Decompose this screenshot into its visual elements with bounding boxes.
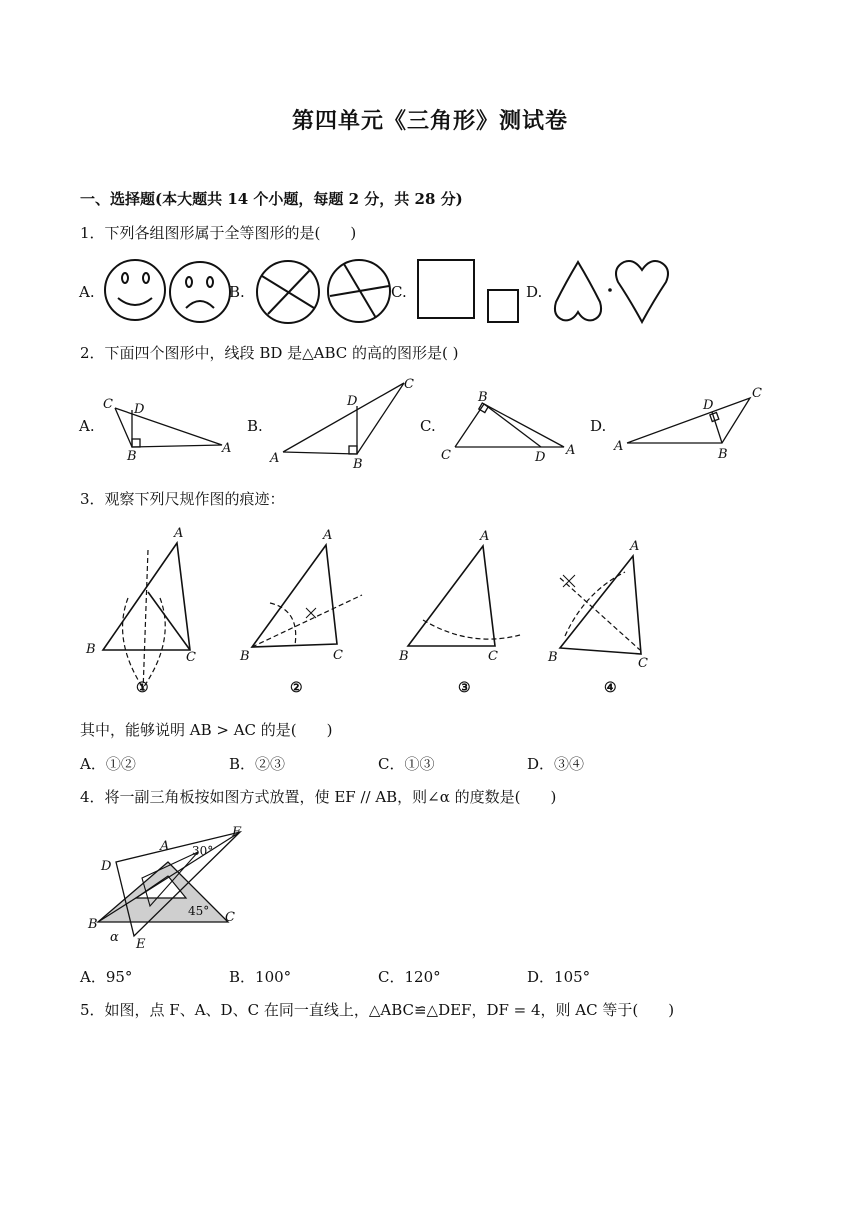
q3f4-label-b: B [548,650,558,665]
q2b-label-a: A [270,451,280,466]
q3f2-label-c: C [333,648,343,663]
q2d-label-a: A [614,439,624,454]
q2-figure-d [627,398,750,443]
page-title: 第四单元《三角形》测试卷 [291,108,568,134]
question-2-stem-text: 2．下面四个图形中，线段 BD 是△ABC 的高的图形是( ) [80,344,459,362]
q4-option-d: D．105° [527,968,591,986]
q2-option-a-label: A. [79,417,95,435]
q3-caption-4: ④ [604,680,617,696]
q2-figure-b [283,383,404,454]
question-4-stem: 4．将一副三角板按如图方式放置，使 EF // AB，则∠α 的度数是( ) [80,788,557,806]
q3-figures [0,520,720,705]
question-3-stem: 3．观察下列尺规作图的痕迹： [80,490,285,508]
q3f3-label-b: B [399,649,409,664]
q4-label-d: D [101,859,112,874]
q1-option-d-label: D. [526,283,543,301]
q3-figure-2 [239,528,362,696]
q1-figures [0,250,700,335]
q4-angle-45: 45° [188,904,210,918]
q2-option-c-label: C. [420,417,436,435]
q1-option-a-label: A. [79,283,95,301]
smiley-face-icon [105,260,165,320]
q2d-label-d: D [703,398,714,413]
question-2-stem [80,342,459,363]
q4-label-b: B [88,917,98,932]
q3f4-label-a: A [630,539,640,554]
q3f1-label-c: C [186,650,196,665]
q3f3-label-a: A [480,529,490,544]
question-5-stem: 5．如图，点 F、A、D、C 在同一直线上，△ABC≌△DEF，DF = 4，则 AC 等于( ) [80,1001,675,1019]
q3f2-label-b: B [240,649,250,664]
q4-angle-30: 30° [192,844,214,858]
q2d-label-b: B [718,447,728,462]
q3f4-label-c: C [638,656,648,671]
q2-figure-c [455,403,564,447]
q2c-label-b: B [478,390,488,405]
question-1-stem: 1．下列各组图形属于全等图形的是( ) [80,224,357,242]
q3-option-d: D．③④ [527,755,585,773]
q2a-label-a: A [222,441,232,456]
divided-circle-four-parts-icon [328,260,390,322]
q3-option-c: C．①③ [378,755,435,773]
q4-label-a: A [160,839,170,854]
q4-label-alpha: α [110,930,119,945]
q2a-label-d: D [134,402,145,417]
heart-shapes-icon [555,261,668,322]
q3-figure-4 [547,539,648,696]
q3f2-label-a: A [323,528,333,543]
q3-figure-3 [398,529,520,696]
q4-label-f: F [232,825,242,840]
q2-option-b-label: B. [247,417,263,435]
q3-caption-1: ① [136,680,149,696]
q2c-label-a: A [566,443,576,458]
q4-label-c: C [225,910,235,925]
sad-face-icon [170,262,230,322]
q4-option-c: C．120° [378,968,441,986]
q3-caption-3: ③ [458,680,471,696]
q2c-label-d: D [535,450,546,465]
q3-option-b: B．②③ [229,755,286,773]
q2b-label-d: D [347,394,358,409]
q4-option-a: A．95° [80,968,133,986]
q2-figures [0,370,790,470]
q1-option-c-label: C. [391,283,407,301]
q2a-label-c: C [103,397,113,412]
q2-figure-a [115,408,222,447]
q3-option-a: A．①② [80,755,136,773]
q2a-label-b: B [127,449,137,464]
q3-figure-1 [85,526,196,696]
q3f1-label-a: A [174,526,184,541]
square-shapes-icon [418,260,518,322]
divided-circle-two-parts-icon [257,261,319,323]
q1-option-b-label: B. [229,283,245,301]
question-3-ask: 其中，能够说明 AB > AC 的是( ) [80,721,333,739]
q3f3-label-c: C [488,649,498,664]
q2c-label-c: C [441,448,451,463]
q4-figure [80,820,260,955]
q2b-label-b: B [353,457,363,470]
q3f1-label-b: B [86,642,96,657]
q2b-label-c: C [404,377,414,392]
q4-label-e: E [136,937,146,952]
q2d-label-c: C [752,386,762,401]
q2-option-d-label: D. [590,417,607,435]
section-heading: 一、选择题(本大题共 14 个小题，每题 2 分，共 28 分) [80,190,463,208]
q3-caption-2: ② [290,680,303,696]
q4-option-b: B．100° [229,968,292,986]
